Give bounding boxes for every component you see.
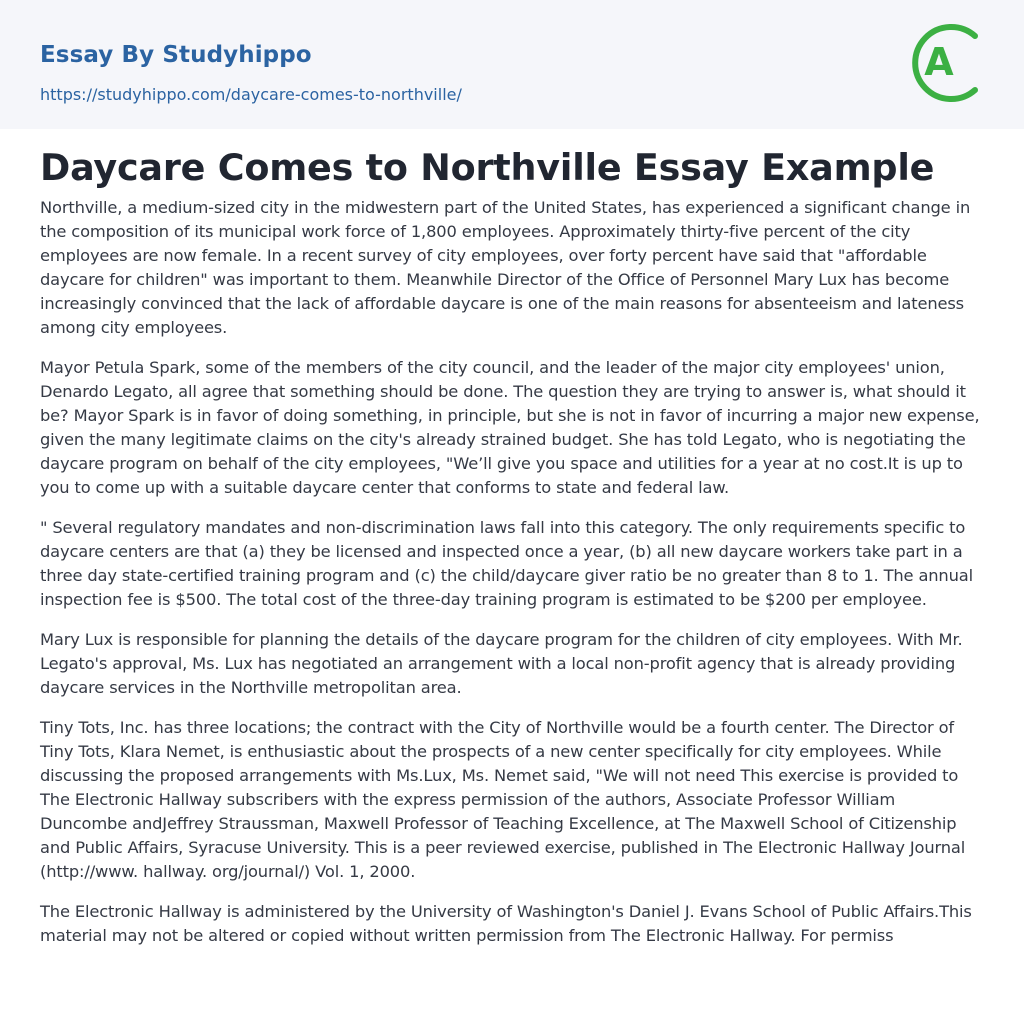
essay-url-link[interactable]: https://studyhippo.com/daycare-comes-to-northville/ bbox=[40, 85, 462, 104]
essay-paragraph-6: The Electronic Hallway is administered by the University of Washington's Daniel J. Evans School of Public Affairs.This material may not be altered or copied without written permission from The Electronic Hallway. For permiss bbox=[40, 902, 972, 945]
essay-paragraph-1: Northville, a medium-sized city in the midwestern part of the United States, has experienced a significant change in the composition of its municipal work force of 1,800 employees. Approximately thirty-five percent of the city employees are now female. In a recent survey of city employees, over forty percent have said that "affordable daycare for children" was important to them. Meanwhile Director of the Office of Personnel Mary Lux has become increasingly convinced that the lack of affordable daycare is one of the main reasons for absenteeism and lateness among city employees. bbox=[40, 198, 971, 337]
essay-paragraph-4: Mary Lux is responsible for planning the details of the daycare program for the children of city employees. With Mr. Legato's approval, Ms. Lux has negotiated an arrangement with a local non-profit agency that is already providing daycare services in the Northville metropolitan area. bbox=[40, 630, 963, 697]
essay-paragraph-3: " Several regulatory mandates and non-discrimination laws fall into this category. The only requirements specific to daycare centers are that (a) they be licensed and inspected once a year, (b) all new daycare workers take part in a three day state-certified training program and (c) the child/daycare giver ratio be no greater than 8 to 1. The annual inspection fee is $500. The total cost of the three-day training program is estimated to be $200 per employee. bbox=[40, 518, 973, 609]
essay-paragraph-2: Mayor Petula Spark, some of the members of the city council, and the leader of the major city employees' union, Denardo Legato, all agree that something should be done. The question they are trying to answer is, what should it be? Mayor Spark is in favor of doing something, in principle, but she is not in favor of incurring a major new expense, given the many legitimate claims on the city's already strained budget. She has told Legato, who is negotiating the daycare program on behalf of the city employees, "We’ll give you space and utilities for a year at no cost.It is up to you to come up with a suitable daycare center that conforms to state and federal law. bbox=[40, 358, 980, 497]
site-header bbox=[0, 0, 1024, 129]
essay-title: Daycare Comes to Northville Essay Example bbox=[40, 146, 935, 189]
logo-letter: A bbox=[924, 40, 954, 84]
site-brand[interactable]: Essay By Studyhippo bbox=[40, 42, 312, 68]
essay-paragraph-5: Tiny Tots, Inc. has three locations; the contract with the City of Northville would be a fourth center. The Director of Tiny Tots, Klara Nemet, is enthusiastic about the prospects of a new center specifically for city employees. While discussing the proposed arrangements with Ms.Lux, Ms. Nemet said, "We will not need This exercise is provided to The Electronic Hallway subscribers with the express permission of the authors, Associate Professor William Duncombe andJeffrey Straussman, Maxwell Professor of Teaching Excellence, at The Maxwell School of Citizenship and Public Affairs, Syracuse University. This is a peer reviewed exercise, published in The Electronic Hallway Journal (http://www. hallway. org/journal/) Vol. 1, 2000. bbox=[40, 718, 966, 881]
studyhippo-logo-icon[interactable] bbox=[908, 18, 990, 108]
essay-content bbox=[40, 146, 984, 948]
